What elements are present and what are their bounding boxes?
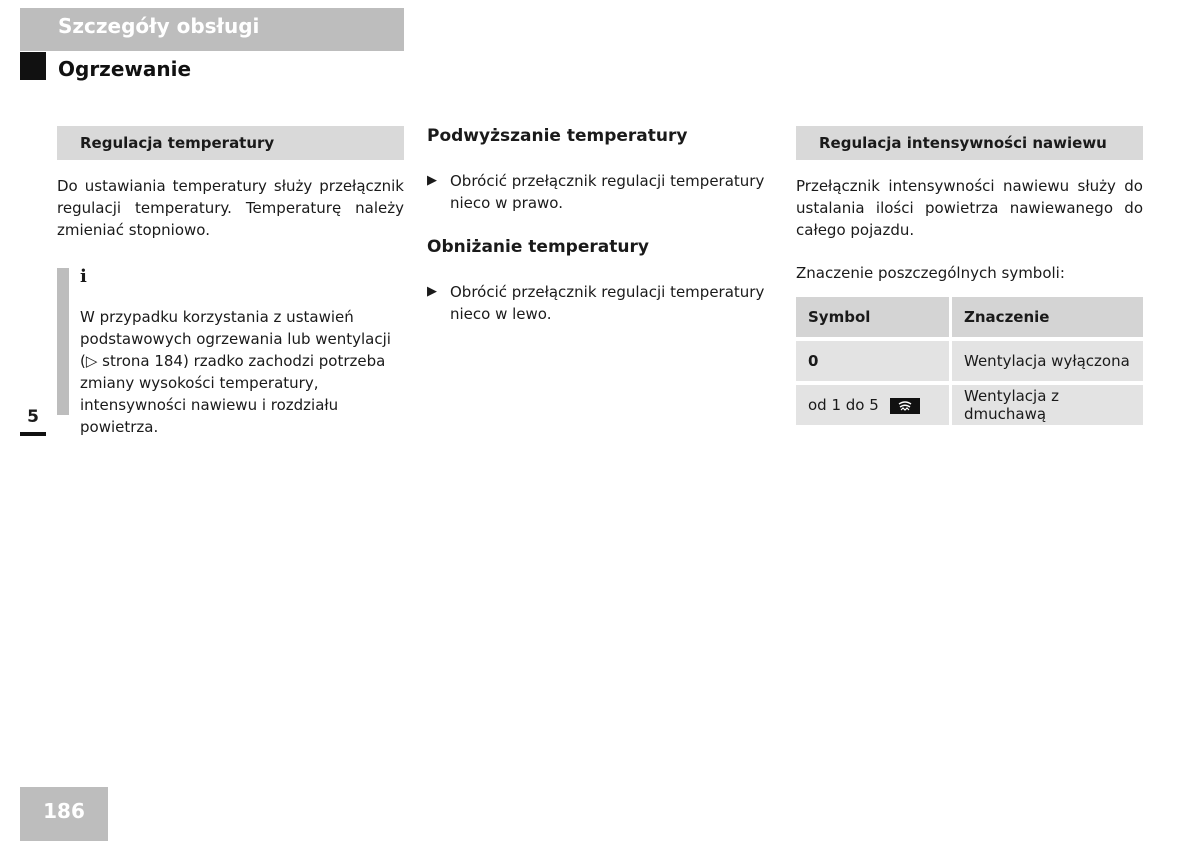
- table-cell-symbol-text: od 1 do 5: [808, 396, 879, 414]
- info-icon: i: [80, 266, 87, 287]
- lower-temperature-step-text: Obrócić przełącznik regulacji temperatury nieco w lewo.: [450, 283, 765, 323]
- chapter-marker: [20, 52, 46, 80]
- lower-temperature-step: [427, 281, 767, 325]
- temperature-control-paragraph: Do ustawiania temperatury służy przełącznik regulacji temperatury. Temperaturę należy zmieniać stopniowo.: [57, 177, 404, 239]
- chapter-title: Ogrzewanie: [58, 57, 192, 81]
- note-bar: [57, 268, 69, 415]
- raise-temperature-heading: Podwyższanie temperatury: [427, 126, 688, 146]
- section-header: Szczegóły obsługi: [20, 8, 404, 51]
- page-number: 186: [20, 787, 108, 841]
- temperature-control-heading: Regulacja temperatury: [57, 126, 404, 160]
- airflow-control-paragraph: Przełącznik intensywności nawiewu służy do ustalania ilości powietrza nawiewanego do całego pojazdu.: [796, 177, 1143, 239]
- lower-temperature-heading: Obniżanie temperatury: [427, 237, 649, 257]
- note-text-part-1: W przypadku korzystania z ustawień podstawowych ogrzewania lub wentylacji: [80, 308, 391, 348]
- raise-temperature-step: [427, 170, 767, 214]
- table-header-row: [796, 297, 1143, 339]
- table-row: [796, 339, 1143, 383]
- symbols-intro: Znaczenie poszczególnych symboli:: [796, 264, 1065, 282]
- table-header-meaning: Znaczenie: [951, 297, 1144, 339]
- table-header-symbol: Symbol: [796, 297, 951, 339]
- bullet-arrow-icon: ▶: [427, 173, 437, 188]
- note-text: [80, 306, 404, 438]
- table-cell-symbol: [796, 383, 951, 427]
- table-cell-symbol: 0: [796, 339, 951, 383]
- chapter-tab: 5: [27, 407, 39, 427]
- chapter-tab-underline: [20, 432, 46, 436]
- bullet-arrow-icon: ▶: [427, 284, 437, 299]
- table-cell-meaning: Wentylacja wyłączona: [951, 339, 1144, 383]
- table-cell-meaning: Wentylacja z dmuchawą: [951, 383, 1144, 427]
- table-row: [796, 383, 1143, 427]
- fan-icon: [890, 398, 920, 414]
- airflow-control-heading: Regulacja intensywności nawiewu: [796, 126, 1143, 160]
- note-text-part-2: (▷ strona 184) rzadko zachodzi potrzeba zmiany wysokości temperatury, intensywności nawiewu i rozdziału powietrza.: [80, 352, 386, 436]
- raise-temperature-step-text: Obrócić przełącznik regulacji temperatury nieco w prawo.: [450, 172, 765, 212]
- symbols-table: [796, 297, 1143, 429]
